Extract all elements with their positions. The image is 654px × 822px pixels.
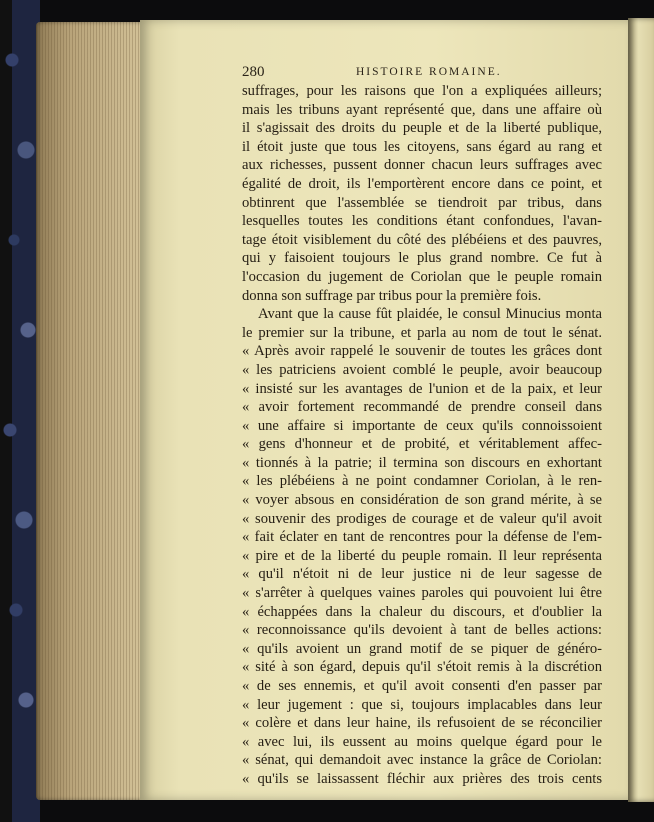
- text-line: il étoit juste que tous les citoyens, sans égard au rang et: [242, 138, 602, 155]
- text-line: suffrages, pour les raisons que l'on a expliquées ailleurs;: [242, 83, 602, 99]
- page-number: 280: [242, 64, 265, 80]
- text-line: « sénat, qui demandoit avec instance la grâce de Coriolan:: [242, 752, 602, 769]
- text-line: « insisté sur les avantages de l'union et de la paix, et leur: [242, 380, 602, 397]
- text-line: « Après avoir rappelé le souvenir de toutes les grâces dont: [242, 343, 602, 360]
- text-line: « reconnoissance qu'ils devoient à tant de belles actions:: [242, 622, 602, 639]
- running-title: HISTOIRE ROMAINE.: [356, 66, 502, 78]
- text-line: « tionnés à la patrie; il termina son discours en exhortant: [242, 454, 602, 471]
- text-line: aux richesses, pussent donner chacun leurs suffrages avec: [242, 157, 602, 174]
- text-line: « les patriciens avoient comblé le peuple, avoir beaucoup: [242, 361, 602, 378]
- text-line: l'occasion du jugement de Coriolan que le peuple romain: [242, 268, 602, 285]
- marbled-cover-edge: [0, 0, 40, 822]
- text-line: « sité à son égard, depuis qu'il s'étoit remis à la discrétion: [242, 659, 602, 676]
- text-line: il s'agissait des droits du peuple et de la liberté publique,: [242, 120, 602, 137]
- text-line: « pire et de la liberté du peuple romain. Il leur représenta: [242, 547, 602, 564]
- text-line: obtinrent que l'assemblée se tiendroit par tribus, dans: [242, 194, 602, 211]
- text-line: « leur jugement : que si, toujours implacables dans leur: [242, 696, 602, 713]
- text-line: « colère et dans leur haine, ils refusoient de se réconcilier: [242, 715, 602, 732]
- text-line: « avec lui, ils eussent au moins quelque égard pour le: [242, 733, 602, 750]
- text-line: « échappées dans la chaleur du discours, et d'oublier la: [242, 603, 602, 620]
- text-line: « qu'il n'étoit ni de leur justice ni de leur sagesse de: [242, 566, 602, 583]
- body-text: [242, 82, 602, 789]
- text-line: « qu'ils avoient un grand motif de se piquer de généro-: [242, 640, 602, 657]
- text-line: « fait éclater en tant de rencontres pour la défense de l'em-: [242, 529, 602, 546]
- text-line: « de ses ennemis, et qu'il avoit consenti d'en passer par: [242, 678, 602, 694]
- text-line: « voyer absous en considération de son grand mérite, à se: [242, 492, 602, 509]
- text-line: lesquelles toutes les conditions étant confondues, l'avan-: [242, 213, 602, 230]
- text-line: le premier sur la tribune, et parla au nom de tout le sénat.: [242, 324, 602, 341]
- text-line: donna son suffrage par tribus pour la première fois.: [242, 287, 542, 304]
- text-line: qui y faisoient toujours le plus grand nombre. Ce fut à: [242, 250, 602, 267]
- text-line: « qu'ils se laissassent fléchir aux prières des trois cents: [242, 770, 602, 787]
- text-line: « une affaire si importante de ceux qu'ils connoissoient: [242, 417, 602, 434]
- text-line: tage étoit visiblement du côté des plébéiens et des pauvres,: [242, 231, 602, 248]
- text-line: « les plébéiens à ne point condamner Coriolan, à le ren-: [242, 473, 602, 490]
- text-line: Avant que la cause fût plaidée, le consul Minucius monta: [258, 306, 602, 323]
- book-page-edges: [36, 22, 152, 800]
- text-line: « gens d'honneur et de probité, et véritablement affec-: [242, 436, 602, 453]
- text-line: mais les tribuns ayant représenté que, dans une affaire où: [242, 101, 602, 118]
- text-line: égalité de droit, ils l'emportèrent encore dans ce point, et: [242, 175, 602, 192]
- text-line: « s'arrêter à quelques vaines paroles qui pouvoient lui être: [242, 585, 602, 602]
- text-line: « souvenir des prodiges de courage et de valeur qu'il avoit: [242, 510, 602, 527]
- facing-page-edge: [628, 18, 654, 802]
- text-line: « avoir fortement recommandé de prendre conseil dans: [242, 399, 602, 416]
